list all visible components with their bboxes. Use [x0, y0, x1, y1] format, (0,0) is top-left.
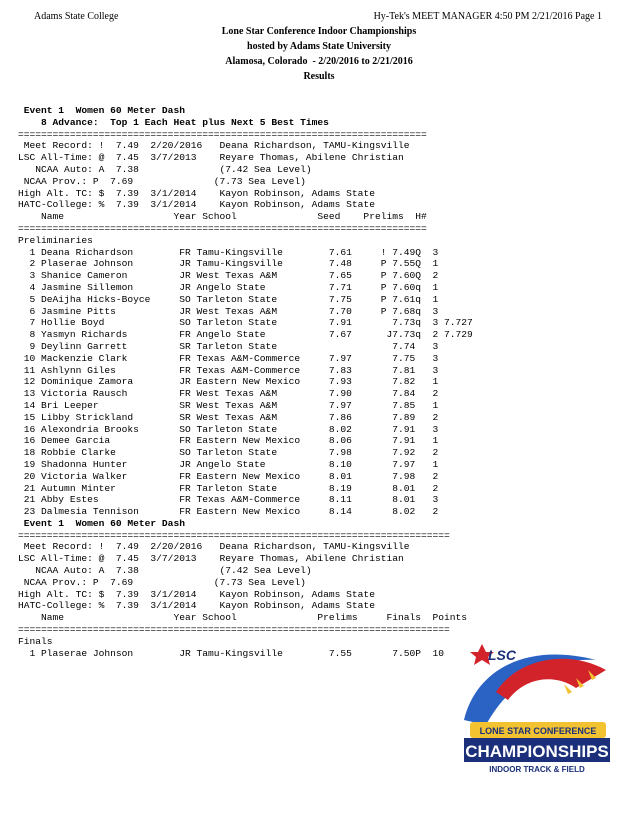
result-row: 7 Hollie Boyd SO Tarleton State 7.91 7.73q 3 7.727 — [18, 317, 473, 329]
result-row: 23 Dalmesia Tennison FR Eastern New Mexico 8.14 8.02 2 — [18, 506, 439, 518]
rule-line: =========================================================================== — [18, 529, 450, 541]
header-right: Hy-Tek's MEET MANAGER 4:50 PM 2/21/2016 Page 1 — [373, 11, 602, 22]
result-row: 16 Demee Garcia FR Eastern New Mexico 8.06 7.91 1 — [18, 435, 439, 447]
result-row: 21 Abby Estes FR Texas A&M-Commerce 8.11 8.01 3 — [18, 494, 439, 506]
result-row: 9 Deylinn Garrett SR Tarleton State 7.74 3 — [18, 340, 439, 352]
result-row: 19 Shadonna Hunter JR Angelo State 8.10 7.97 1 — [18, 458, 439, 470]
column-headers: Name Year School Prelims Finals Points — [18, 612, 468, 624]
record-line: Meet Record: ! 7.49 2/20/2016 Deana Richardson, TAMU-Kingsville — [18, 541, 410, 553]
result-row: 5 DeAijha Hicks-Boyce SO Tarleton State 7.75 P 7.61q 1 — [18, 293, 439, 305]
record-line: Meet Record: ! 7.49 2/20/2016 Deana Richardson, TAMU-Kingsville — [18, 140, 410, 152]
result-row: 11 Ashlynn Giles FR Texas A&M-Commerce 7.83 7.81 3 — [18, 364, 439, 376]
result-row: 18 Robbie Clarke SO Tarleton State 7.98 7.92 2 — [18, 447, 439, 459]
prelims-event-line: Event 1 Women 60 Meter Dash — [18, 105, 185, 116]
logo-line2: CHAMPIONSHIPS — [465, 742, 609, 761]
record-line: HATC-College: % 7.39 3/1/2014 Kayon Robinson, Adams State — [18, 199, 375, 211]
result-row: 4 Jasmine Sillemon JR Angelo State 7.71 P 7.60q 1 — [18, 281, 439, 293]
record-line: LSC All-Time: @ 7.45 3/7/2013 Reyare Thomas, Abilene Christian — [18, 553, 404, 565]
section-label: Finals — [18, 635, 53, 647]
rule-line: ======================================================================= — [18, 222, 427, 234]
rule-line: =========================================================================== — [18, 624, 450, 636]
record-line: NCAA Auto: A 7.38 (7.42 Sea Level) — [18, 163, 312, 175]
finals-event-line: Event 1 Women 60 Meter Dash — [18, 517, 185, 529]
result-row: 15 Libby Strickland SR West Texas A&M 7.86 7.89 2 — [18, 411, 439, 423]
header-left: Adams State College — [34, 11, 119, 22]
result-row: 13 Victoria Rausch FR West Texas A&M 7.90 7.84 2 — [18, 388, 439, 400]
section-label: Preliminaries — [18, 234, 93, 246]
record-line: NCAA Auto: A 7.38 (7.42 Sea Level) — [18, 565, 312, 577]
result-row: 1 Deana Richardson FR Tamu-Kingsville 7.61 ! 7.49Q 3 — [18, 246, 439, 258]
record-line: NCAA Prov.: P 7.69 (7.73 Sea Level) — [18, 175, 306, 187]
result-row: 21 Autumn Minter FR Tarleton State 8.19 8.01 2 — [18, 482, 439, 494]
result-row: 6 Jasmine Pitts JR West Texas A&M 7.70 P 7.68q 3 — [18, 305, 439, 317]
result-row: 8 Yasmyn Richards FR Angelo State 7.67 J7.73q 2 7.729 — [18, 329, 473, 341]
logo-line3: INDOOR TRACK & FIELD — [489, 765, 585, 774]
logo-lsc: LSC — [488, 647, 516, 663]
rule-line: ======================================================================= — [18, 128, 427, 140]
result-row: 16 Alexondria Brooks SO Tarleton State 8.02 7.91 3 — [18, 423, 439, 435]
results-label: Results — [303, 71, 335, 82]
result-row: 12 Dominique Zamora JR Eastern New Mexico 7.93 7.82 1 — [18, 376, 439, 388]
record-line: LSC All-Time: @ 7.45 3/7/2013 Reyare Thomas, Abilene Christian — [18, 152, 404, 164]
meet-name: Lone Star Conference Indoor Championships — [221, 26, 417, 37]
record-line: HATC-College: % 7.39 3/1/2014 Kayon Robinson, Adams State — [18, 600, 375, 612]
prelims-advance-line: 8 Advance: Top 1 Each Heat plus Next 5 Best Times — [18, 116, 329, 128]
result-row: 14 Bri Leeper SR West Texas A&M 7.97 7.85 1 — [18, 399, 439, 411]
results-text — [18, 105, 473, 659]
result-row: 1 Plaserae Johnson JR Tamu-Kingsville 7.55 7.50P 10 — [18, 647, 445, 659]
meet-host: hosted by Adams State University — [247, 41, 391, 52]
column-headers: Name Year School Seed Prelims H# — [18, 211, 427, 223]
championships-logo — [456, 630, 616, 780]
record-line: NCAA Prov.: P 7.69 (7.73 Sea Level) — [18, 576, 306, 588]
result-row: 20 Victoria Walker FR Eastern New Mexico 8.01 7.98 2 — [18, 470, 439, 482]
meet-title-block — [0, 24, 638, 84]
result-row: 2 Plaserae Johnson JR Tamu-Kingsville 7.48 P 7.55Q 1 — [18, 258, 439, 270]
logo-line1: LONE STAR CONFERENCE — [479, 726, 597, 736]
record-line: High Alt. TC: $ 7.39 3/1/2014 Kayon Robinson, Adams State — [18, 187, 375, 199]
meet-location-dates: Alamosa, Colorado - 2/20/2016 to 2/21/2016 — [225, 56, 413, 67]
result-row: 10 Mackenzie Clark FR Texas A&M-Commerce 7.97 7.75 3 — [18, 352, 439, 364]
record-line: High Alt. TC: $ 7.39 3/1/2014 Kayon Robinson, Adams State — [18, 588, 375, 600]
result-row: 3 Shanice Cameron JR West Texas A&M 7.65 P 7.60Q 2 — [18, 270, 439, 282]
